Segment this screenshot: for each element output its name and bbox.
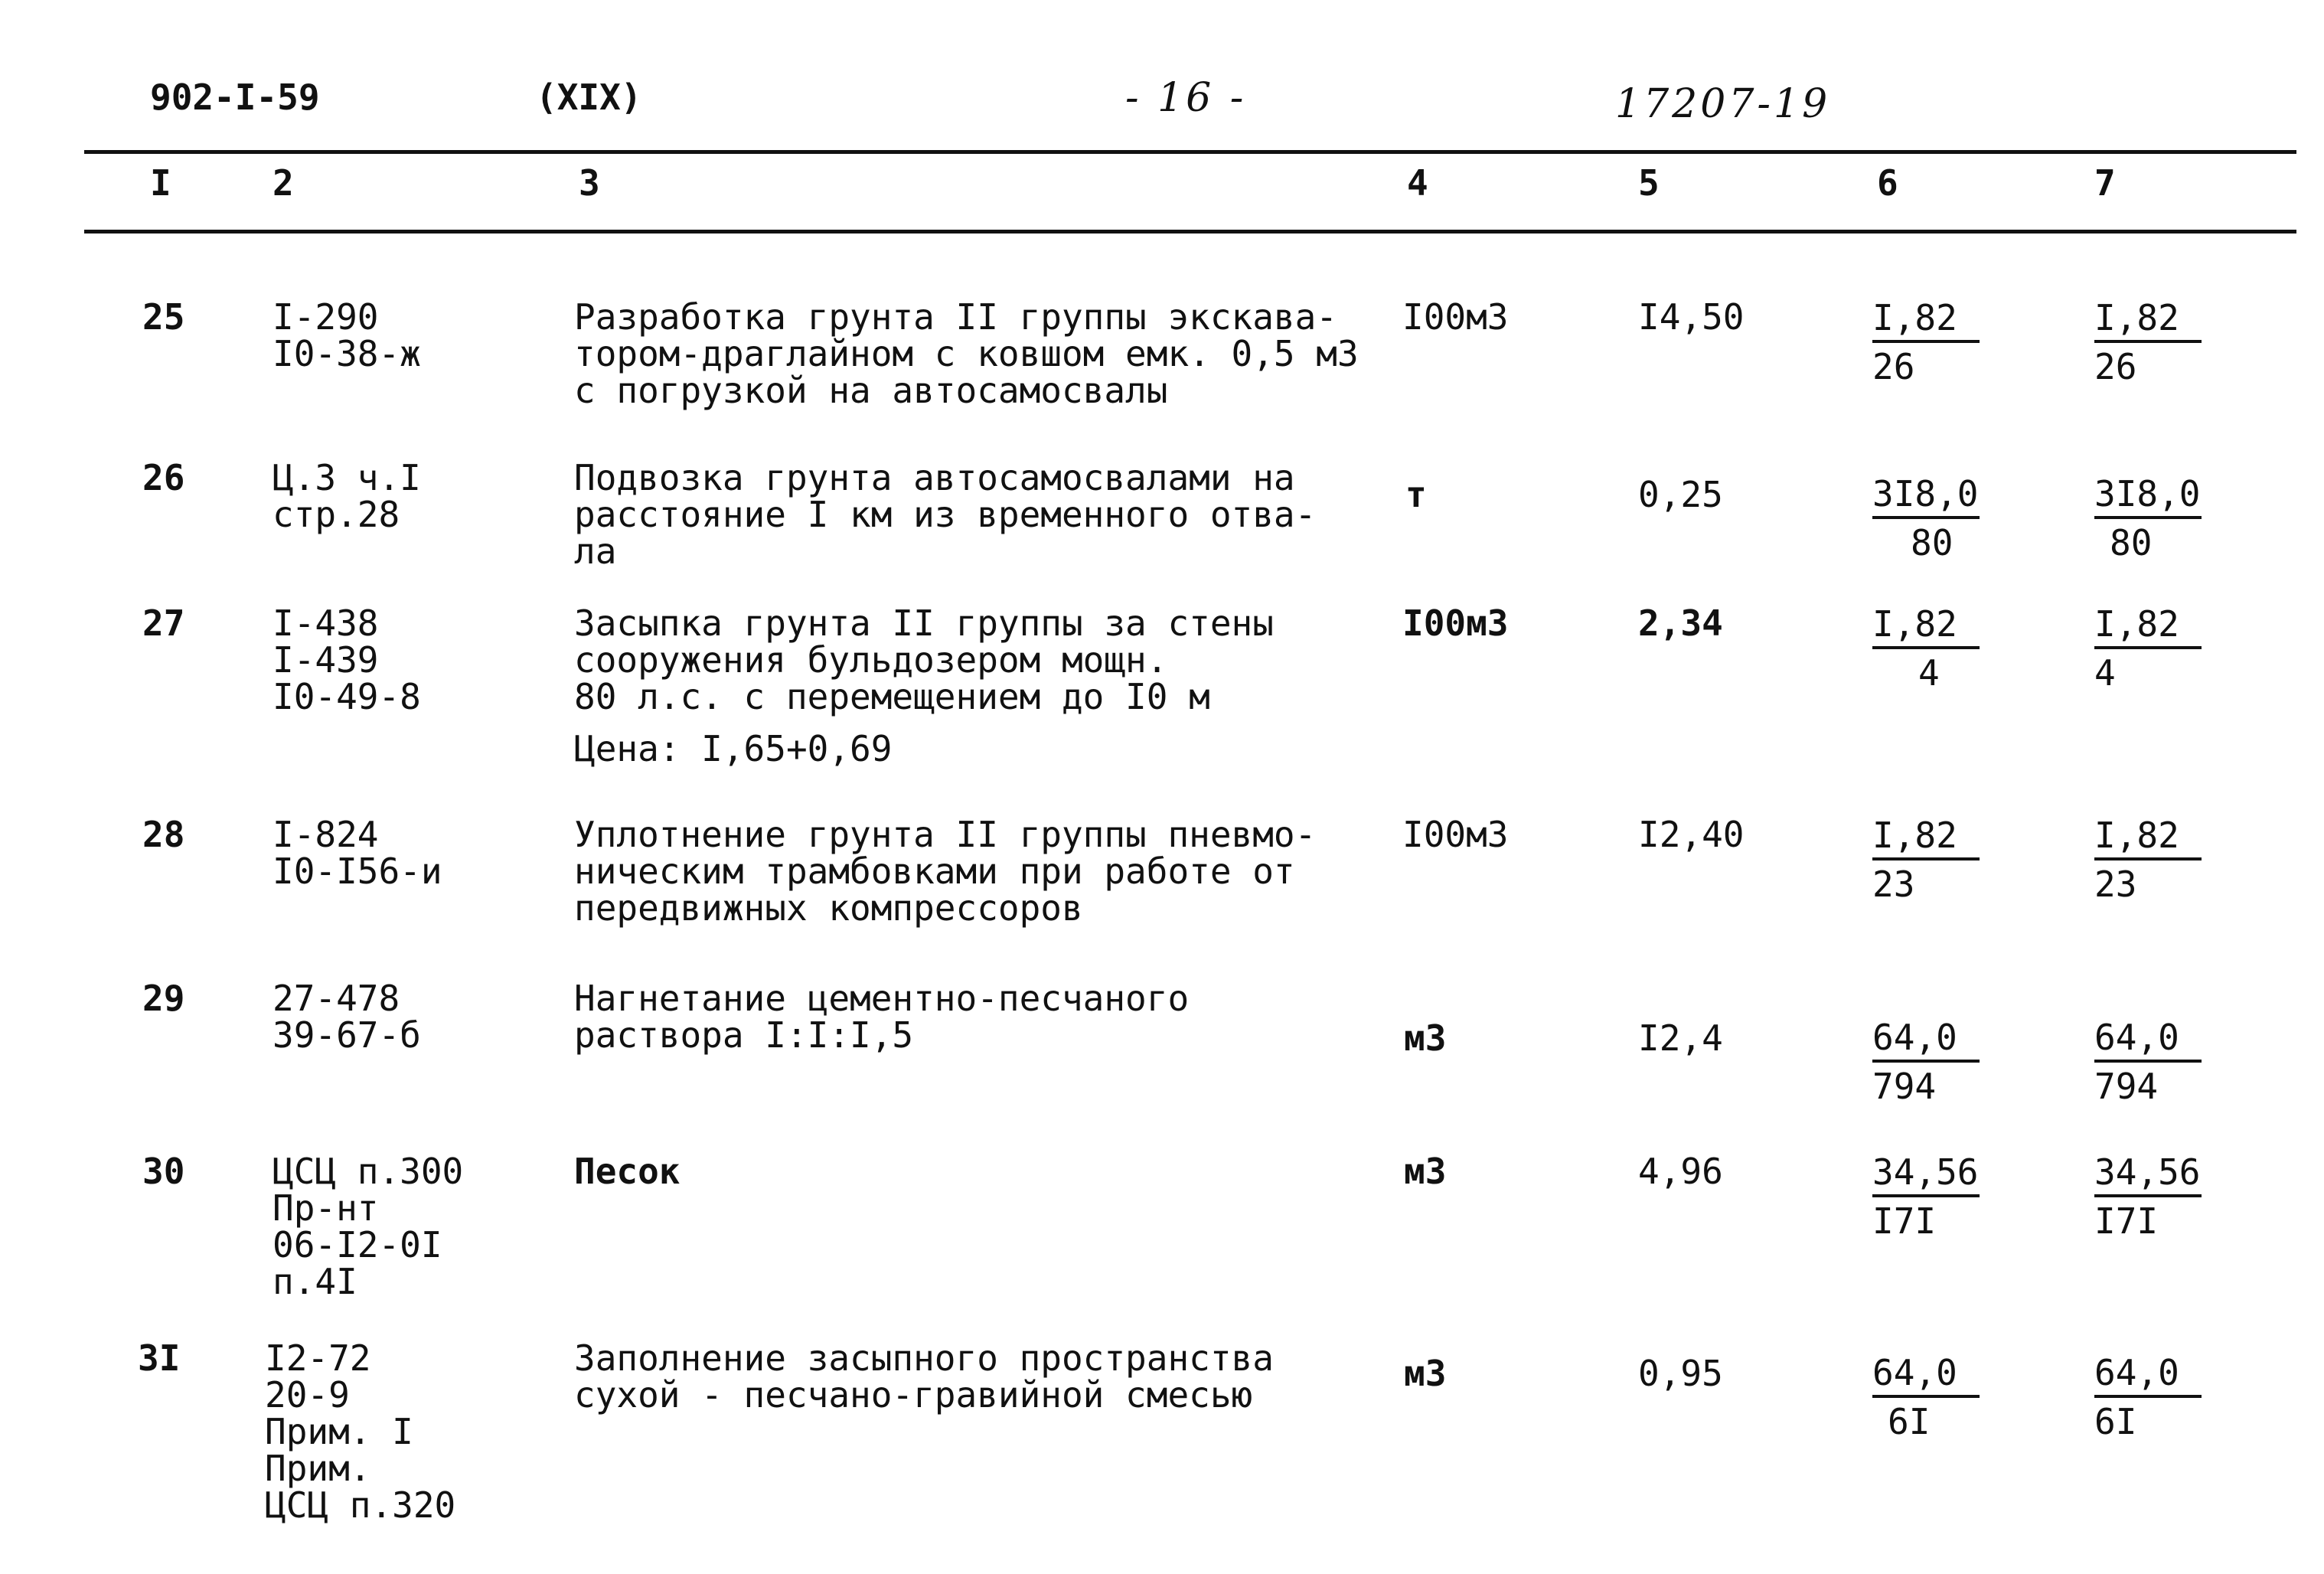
page-number: - 16 - bbox=[1125, 75, 1247, 121]
row-col6-fraction: 64,0 794 bbox=[1872, 1018, 1980, 1105]
column-header-7: 7 bbox=[2094, 162, 2116, 204]
row-reference: I-290 I0-38-ж bbox=[273, 296, 421, 374]
row-col6-fraction: I,82 4 bbox=[1872, 605, 1980, 692]
row-quantity: I4,50 bbox=[1638, 296, 1745, 338]
row-col6-fraction: I,82 23 bbox=[1872, 816, 1980, 903]
row-reference: I-438 I-439 I0-49-8 bbox=[273, 602, 421, 717]
row-number: 30 bbox=[142, 1151, 185, 1192]
row-quantity: 4,96 bbox=[1638, 1151, 1723, 1192]
row-col7-fraction: 64,0 6I bbox=[2094, 1354, 2202, 1441]
row-reference: 27-478 39-67-б bbox=[273, 978, 421, 1056]
row-quantity: 0,25 bbox=[1638, 474, 1723, 515]
row-quantity: 0,95 bbox=[1638, 1353, 1723, 1394]
row-number: 26 bbox=[142, 457, 185, 498]
row-description: Песок bbox=[574, 1151, 681, 1192]
column-header-3: 3 bbox=[579, 162, 600, 204]
row-description: Заполнение засыпного пространства сухой - песчано-гравийной смесью bbox=[574, 1337, 1274, 1416]
row-number: 3I bbox=[138, 1337, 181, 1379]
row-col6-fraction: 64,0 6I bbox=[1872, 1354, 1980, 1441]
column-header-5: 5 bbox=[1638, 162, 1660, 204]
row-unit: I00м3 bbox=[1402, 814, 1509, 855]
row-description: Засыпка грунта II группы за стены сооружения бульдозером мощн. 80 л.с. с перемещением до I0 м Цена: I,65+0,69 bbox=[574, 602, 1274, 769]
row-col6-fraction: 34,56 I7I bbox=[1872, 1151, 1979, 1242]
row-quantity: 2,34 bbox=[1638, 602, 1723, 644]
row-col7-fraction: 3I8,0 80 bbox=[2094, 473, 2201, 563]
section-label: (XIX) bbox=[536, 77, 642, 118]
column-header-6: 6 bbox=[1877, 162, 1898, 204]
row-col7-fraction: I,82 4 bbox=[2094, 605, 2202, 692]
row-reference: Ц.3 ч.I стр.28 bbox=[273, 457, 421, 535]
row-unit: м3 bbox=[1404, 1353, 1447, 1394]
row-unit: м3 bbox=[1404, 1151, 1447, 1192]
row-description: Разработка грунта II группы экскава- тором-драглайном с ковшом емк. 0,5 м3 с погрузкой на автосамосвалы bbox=[574, 296, 1359, 411]
column-header-4: 4 bbox=[1407, 162, 1428, 204]
row-col7-fraction: I,82 23 bbox=[2094, 816, 2202, 903]
row-number: 28 bbox=[142, 814, 185, 855]
row-number: 27 bbox=[142, 602, 185, 644]
row-col7-fraction: 34,56 I7I bbox=[2094, 1151, 2201, 1242]
row-col7-fraction: I,82 26 bbox=[2094, 299, 2202, 386]
row-description: Подвозка грунта автосамосвалами на расстояние I км из временного отва- ла bbox=[574, 457, 1317, 572]
row-unit: т bbox=[1405, 474, 1427, 515]
header-bottom-rule bbox=[84, 230, 2296, 233]
column-header-2: 2 bbox=[273, 162, 294, 204]
document-code: 902-I-59 bbox=[150, 77, 320, 118]
row-description: Нагнетание цементно-песчаного раствора I:I:I,5 bbox=[574, 978, 1190, 1056]
row-reference: ЦСЦ п.300 Пр-нт 06-I2-0I п.4I bbox=[273, 1151, 464, 1302]
row-unit: I00м3 bbox=[1402, 602, 1509, 644]
row-col7-fraction: 64,0 794 bbox=[2094, 1018, 2202, 1105]
row-price: Цена: I,65+0,69 bbox=[574, 728, 893, 769]
row-number: 25 bbox=[142, 296, 185, 338]
row-col6-fraction: I,82 26 bbox=[1872, 299, 1980, 386]
row-unit: I00м3 bbox=[1402, 296, 1509, 338]
row-col6-fraction: 3I8,0 80 bbox=[1872, 473, 1979, 563]
row-reference: I-824 I0-I56-и bbox=[273, 814, 442, 892]
header-top-rule bbox=[84, 150, 2296, 154]
row-quantity: I2,40 bbox=[1638, 814, 1745, 855]
row-quantity: I2,4 bbox=[1638, 1017, 1723, 1059]
column-header-1: I bbox=[150, 162, 171, 204]
document-number: 17207-19 bbox=[1615, 81, 1831, 127]
row-description: Уплотнение грунта II группы пневмо- ническим трамбовками при работе от передвижных компрессоров bbox=[574, 814, 1317, 929]
row-number: 29 bbox=[142, 978, 185, 1019]
row-reference: I2-72 20-9 Прим. I Прим. ЦСЦ п.320 bbox=[265, 1337, 456, 1526]
row-unit: м3 bbox=[1404, 1017, 1447, 1059]
